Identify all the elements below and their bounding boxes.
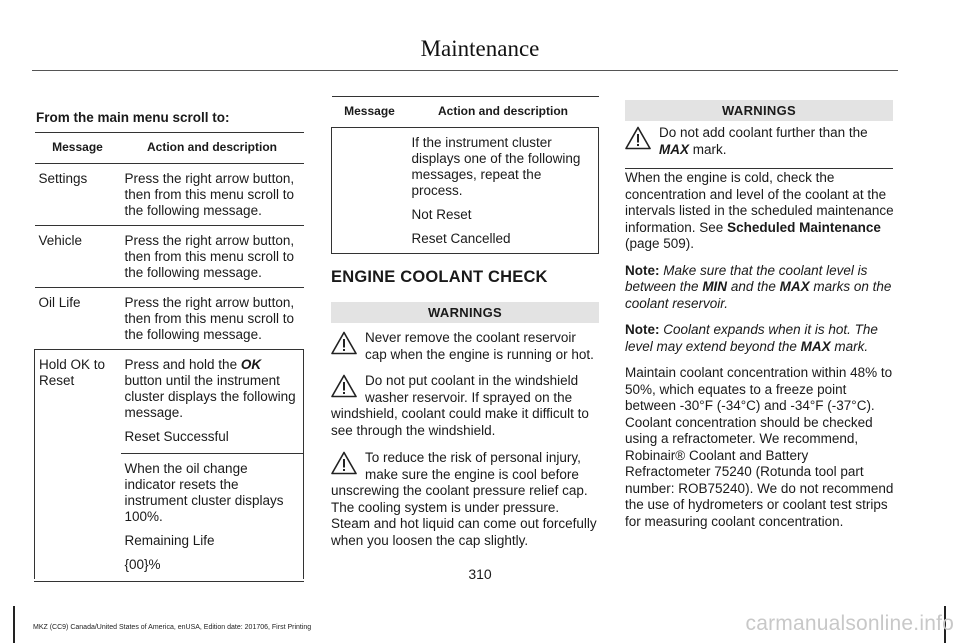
cell-action — [121, 350, 304, 580]
not-reset-text: Not Reset — [411, 207, 472, 222]
ok-emphasis: OK — [240, 357, 262, 372]
warning-triangle-icon — [625, 126, 651, 150]
page-title: Maintenance — [420, 36, 540, 61]
reset-successful-text: Reset Successful — [124, 429, 229, 444]
when-oil-text: When the oil change indicator resets the instrument cluster displays 100%. — [124, 461, 284, 524]
note-text: and the — [727, 279, 780, 294]
cell-message — [332, 128, 408, 254]
cell-action: Press the right arrow button, then from this menu scroll to the following message. — [121, 288, 304, 350]
min-emphasis: MIN — [702, 279, 728, 294]
warning-text: Never remove the coolant reservoir cap when the engine is running or hot. — [365, 330, 594, 362]
edition-info: MKZ (CC9) Canada/United States of America, enUSA, Edition date: 201706, First Printing — [33, 624, 312, 631]
reset-cancelled-text: Reset Cancelled — [411, 231, 511, 246]
warning-triangle-icon — [331, 374, 357, 398]
repeat-process-text: If the instrument cluster displays one of the following messages, repeat the process. — [411, 135, 581, 198]
max-emphasis: MAX — [779, 279, 810, 294]
warning-text: Do not add coolant further than the — [659, 125, 868, 140]
table-row — [35, 288, 304, 350]
paragraph — [625, 170, 895, 253]
table-row — [332, 128, 599, 254]
warning-item — [331, 450, 599, 549]
scheduled-maintenance-link[interactable]: Scheduled Maintenance — [727, 219, 881, 235]
note-label: Note: — [625, 322, 660, 337]
crop-mark — [13, 606, 15, 643]
warning-item — [331, 330, 599, 363]
warning-item — [625, 125, 893, 158]
intro-text: From the main menu scroll to: — [36, 110, 230, 125]
paragraph-text: When the engine is cold, check the concentration and level of the coolant at the intervals listed in the scheduled maintenance information. See — [625, 170, 894, 235]
paragraph-text: (page 509). — [625, 236, 695, 251]
warning-triangle-icon — [331, 331, 357, 355]
table-row — [35, 350, 304, 580]
remaining-life-text: Remaining Life — [124, 533, 215, 548]
cell-message: Hold OK to Reset — [35, 350, 121, 580]
column-header-message: Message — [332, 97, 408, 128]
cell-message: Vehicle — [35, 226, 121, 288]
note — [625, 322, 895, 355]
message-table-1 — [34, 132, 304, 582]
max-emphasis: MAX — [659, 141, 689, 157]
message-table-2 — [331, 96, 599, 254]
cell-action: Press the right arrow button, then from this menu scroll to the following message. — [121, 164, 304, 226]
header-divider — [32, 70, 898, 71]
note-text: Make sure that the coolant level is between the — [625, 262, 868, 294]
table-row — [35, 164, 304, 226]
warnings-heading: WARNINGS — [331, 302, 599, 323]
watermark: carmanualsonline.info — [745, 612, 954, 635]
page-number: 310 — [468, 566, 492, 582]
paragraph: Maintain coolant concentration within 48% to 50%, which equates to a freeze point between -30°F (-34°C) and -34°F (-37°C). Coolant concentration should be checked using a refractometer. We recommend, Robinair® Coolant and Battery Refractometer 75240 (Rotunda tool part number: ROB75240). We do not recommend the use of hydrometers or coolant test strips for measuring coolant concentration. — [625, 365, 894, 529]
note-text: marks on the coolant reservoir. — [625, 279, 892, 311]
section-heading: ENGINE COOLANT CHECK — [331, 268, 548, 286]
warnings-heading: WARNINGS — [625, 100, 893, 121]
cell-action — [408, 128, 599, 254]
action-text: button until the instrument cluster displays the following message. — [124, 373, 296, 420]
table-row — [35, 226, 304, 288]
warning-text: Do not put coolant in the windshield washer reservoir. If sprayed on the windshield, coolant could make it difficult to see through the windshield. — [331, 373, 589, 438]
column-header-action: Action and description — [121, 133, 304, 164]
warnings-box — [331, 302, 599, 549]
action-text: Press and hold the — [124, 357, 241, 372]
warnings-bottom-rule — [625, 168, 893, 169]
column-header-message: Message — [35, 133, 121, 164]
warnings-box-2 — [625, 100, 893, 169]
note-text: mark. — [830, 338, 869, 354]
body-text — [625, 170, 895, 540]
warning-text: mark. — [689, 141, 727, 157]
column-header-action: Action and description — [408, 97, 599, 128]
cell-action: Press the right arrow button, then from this menu scroll to the following message. — [121, 226, 304, 288]
cell-message: Oil Life — [35, 288, 121, 350]
percent-text: {00}% — [124, 557, 161, 572]
note-text: Coolant expands when it is hot. The level may extend beyond the — [625, 322, 878, 354]
max-emphasis: MAX — [800, 338, 831, 354]
note — [625, 263, 895, 313]
cell-message: Settings — [35, 164, 121, 226]
warning-triangle-icon — [331, 451, 357, 475]
warning-item — [331, 373, 599, 439]
note-label: Note: — [625, 262, 660, 278]
warning-text: To reduce the risk of personal injury, make sure the engine is cool before unscrewing the coolant pressure relief cap. The cooling system is under pressure. Steam and hot liquid can come out forcefully when you loosen the cap slightly. — [331, 450, 597, 548]
